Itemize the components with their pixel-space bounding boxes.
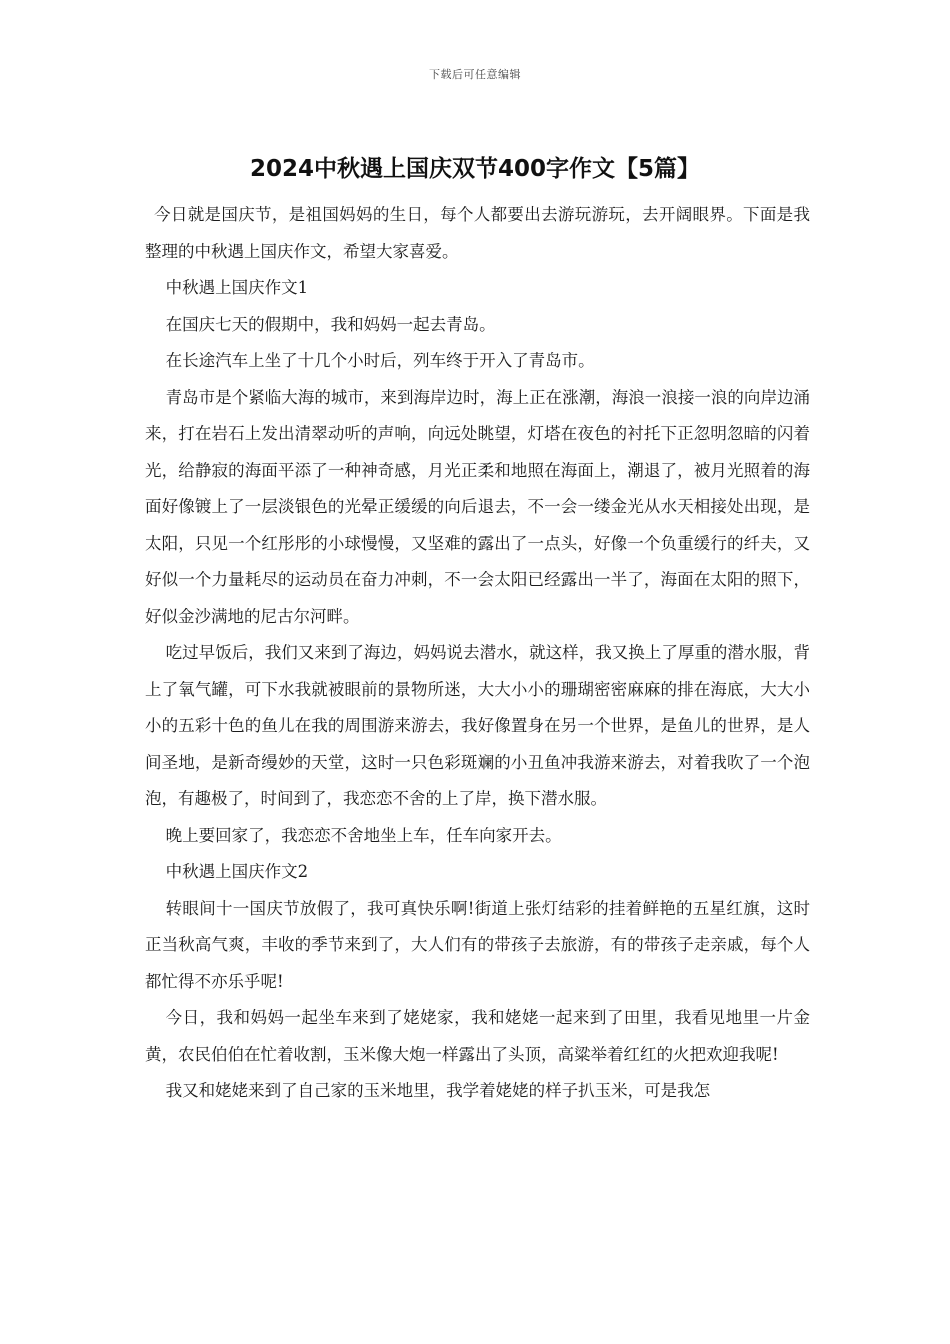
paragraph: 今日，我和妈妈一起坐车来到了姥姥家，我和姥姥一起来到了田里，我看见地里一片金黄，农民伯伯在忙着收割，玉米像大炮一样露出了头顶，高粱举着红红的火把欢迎我呢! — [145, 1008, 810, 1064]
paragraph: 我又和姥姥来到了自己家的玉米地里，我学着姥姥的样子扒玉米，可是我怎 — [165, 1081, 711, 1100]
document-title: 2024中秋遇上国庆双节400字作文【5篇】 — [249, 156, 701, 182]
paragraph: 吃过早饭后，我们又来到了海边，妈妈说去潜水，就这样，我又换上了厚重的潜水服，背上了氧气罐，可下水我就被眼前的景物所迷，大大小小的珊瑚密密麻麻的排在海底，大大小小的五彩十色的鱼儿在我的周围游来游去，我好像置身在另一个世界，是鱼儿的世界，是人间圣地，是新奇缦妙的天堂，这时一只色彩斑斓的小丑鱼冲我游来游去，对着我吹了一个泡泡，有趣极了，时间到了，我恋恋不舍的上了岸，换下潜水服。 — [145, 643, 810, 808]
essay-heading-2: 中秋遇上国庆作文2 — [165, 862, 309, 881]
document-body — [145, 197, 810, 1110]
paragraph: 晚上要回家了，我恋恋不舍地坐上车，任车向家开去。 — [165, 825, 562, 845]
paragraph: 在长途汽车上坐了十几个小时后，列车终于开入了青岛市。 — [165, 351, 595, 370]
paragraph: 在国庆七天的假期中，我和妈妈一起去青岛。 — [165, 314, 496, 334]
paragraph: 青岛市是个紧临大海的城市，来到海岸边时，海上正在涨潮，海浪一浪接一浪的向岸边涌来，打在岩石上发出清翠动听的声响，向远处眺望，灯塔在夜色的衬托下正忽明忽暗的闪着光，给静寂的海面平添了一种神奇感，月光正柔和地照在海面上，潮退了，被月光照着的海面好像镀上了一层淡银色的光晕正缓缓的向后退去，不一会一缕金光从水天相接处出现，是太阳，只见一个红彤彤的小球慢慢，又坚难的露出了一点头，好像一个负重缓行的纤夫，又好似一个力量耗尽的运动员在奋力冲刺，不一会太阳已经露出一半了，海面在太阳的照下，好似金沙满地的尼古尔河畔。 — [145, 387, 810, 626]
essay-heading-1: 中秋遇上国庆作文1 — [165, 278, 309, 297]
header-note: 下载后可任意编辑 — [429, 68, 521, 81]
paragraph: 转眼间十一国庆节放假了，我可真快乐啊!街道上张灯结彩的挂着鲜艳的五星红旗，这时正当秋高气爽，丰收的季节来到了，大人们有的带孩子去旅游，有的带孩子走亲戚，每个人都忙得不亦乐乎呢! — [145, 898, 810, 991]
paragraph-intro: 今日就是国庆节，是祖国妈妈的生日，每个人都要出去游玩游玩，去开阔眼界。下面是我整理的中秋遇上国庆作文，希望大家喜爱。 — [145, 205, 810, 261]
